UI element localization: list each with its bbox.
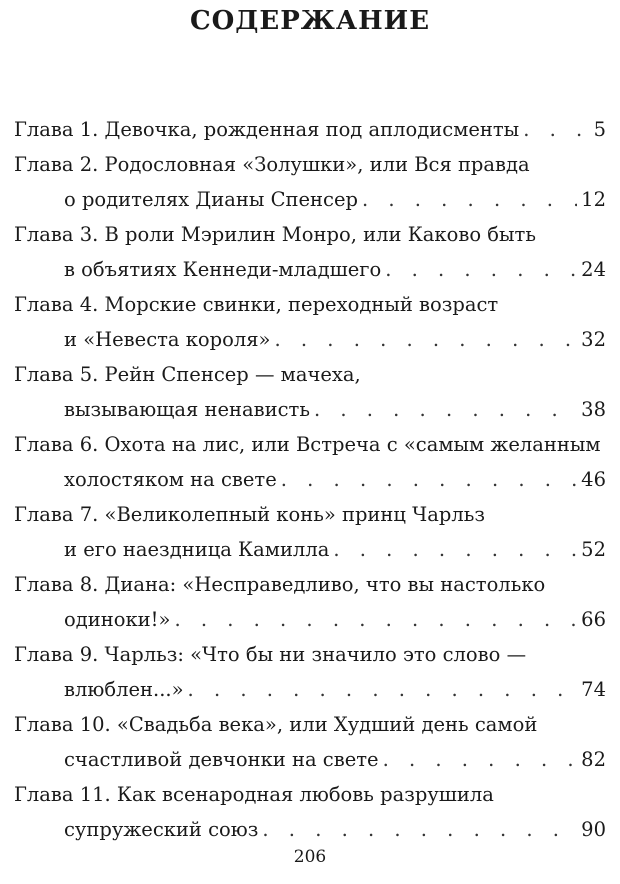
toc-entry-title-continuation: супружеский союз [64,818,259,841]
toc-entry-title-continuation: холостяком на свете [64,468,277,491]
dot-leader [383,742,578,777]
toc-entry-title: Глава 4. Морские свинки, переходный возраст [14,293,499,316]
toc-entry-page: 52 [581,538,606,561]
toc-entry-4 [14,287,606,322]
dot-leader [523,112,589,147]
dot-leader [314,392,577,427]
toc-entry-title-continuation: влюблен...» [64,678,184,701]
toc-entry-7 [14,497,606,532]
toc-entry-page: 12 [581,188,606,211]
toc-entry-6-continuation [14,462,606,497]
toc-entry-2-continuation [14,182,606,217]
page-number: 206 [293,847,327,867]
toc-entry-page: 90 [581,818,606,841]
toc-entry-5 [14,357,606,392]
toc-entry-3-continuation [14,252,606,287]
toc-entry-1 [14,112,606,147]
toc-entry-11-continuation [14,812,606,847]
toc-entry-title-continuation: и «Невеста короля» [64,328,271,351]
toc-entry-page: 24 [581,258,606,281]
dot-leader [385,252,577,287]
toc-entry-title-continuation: счастливой девчонки на свете [64,748,379,771]
dot-leader [362,182,577,217]
dot-leader [188,672,578,707]
toc-entry-9 [14,637,606,672]
toc-entry-title: Глава 5. Рейн Спенсер — мачеха, [14,363,361,386]
toc-entry-title: Глава 7. «Великолепный конь» принц Чарльз [14,503,485,526]
toc-entry-10-continuation [14,742,606,777]
toc-entry-title-continuation: и его наездница Камилла [64,538,330,561]
toc-entry-page: 38 [581,398,606,421]
toc-entry-4-continuation [14,322,606,357]
toc-entry-page: 66 [581,608,606,631]
toc-entry-title-continuation: одиноки!» [64,608,171,631]
toc-entry-title-continuation: о родителях Дианы Спенсер [64,188,358,211]
toc-entry-9-continuation [14,672,606,707]
toc-entry-title: Глава 1. Девочка, рожденная под аплодисменты [14,118,520,141]
toc-entry-page: 46 [581,468,606,491]
toc-entry-page: 82 [581,748,606,771]
toc-entry-10 [14,707,606,742]
toc-entry-3 [14,217,606,252]
dot-leader [174,602,577,637]
toc-entry-title: Глава 11. Как всенародная любовь разрушила [14,783,494,806]
toc-entry-title-continuation: в объятиях Кеннеди-младшего [64,258,382,281]
toc-entry-5-continuation [14,392,606,427]
table-of-contents [14,112,606,847]
toc-entry-title: Глава 9. Чарльз: «Что бы ни значило это слово — [14,643,527,666]
toc-entry-8-continuation [14,602,606,637]
toc-entry-title: Глава 8. Диана: «Несправедливо, что вы настолько [14,573,546,596]
toc-entry-page: 5 [593,118,606,141]
toc-entry-title: Глава 6. Охота на лис, или Встреча с «самым желанным [14,433,601,456]
toc-entry-title: Глава 10. «Свадьба века», или Худший день самой [14,713,538,736]
toc-entry-title: Глава 3. В роли Мэрилин Монро, или Каково быть [14,223,536,246]
dot-leader [281,462,577,497]
toc-entry-6 [14,427,606,462]
toc-entry-page: 32 [581,328,606,351]
toc-entry-7-continuation [14,532,606,567]
toc-entry-title-continuation: вызывающая ненависть [64,398,310,421]
toc-entry-11 [14,777,606,812]
dot-leader [275,322,578,357]
toc-entry-title: Глава 2. Родословная «Золушки», или Вся правда [14,153,530,176]
dot-leader [333,532,577,567]
page-title: СОДЕРЖАНИЕ [189,6,431,36]
dot-leader [262,812,577,847]
toc-entry-page: 74 [581,678,606,701]
toc-entry-2 [14,147,606,182]
toc-entry-8 [14,567,606,602]
